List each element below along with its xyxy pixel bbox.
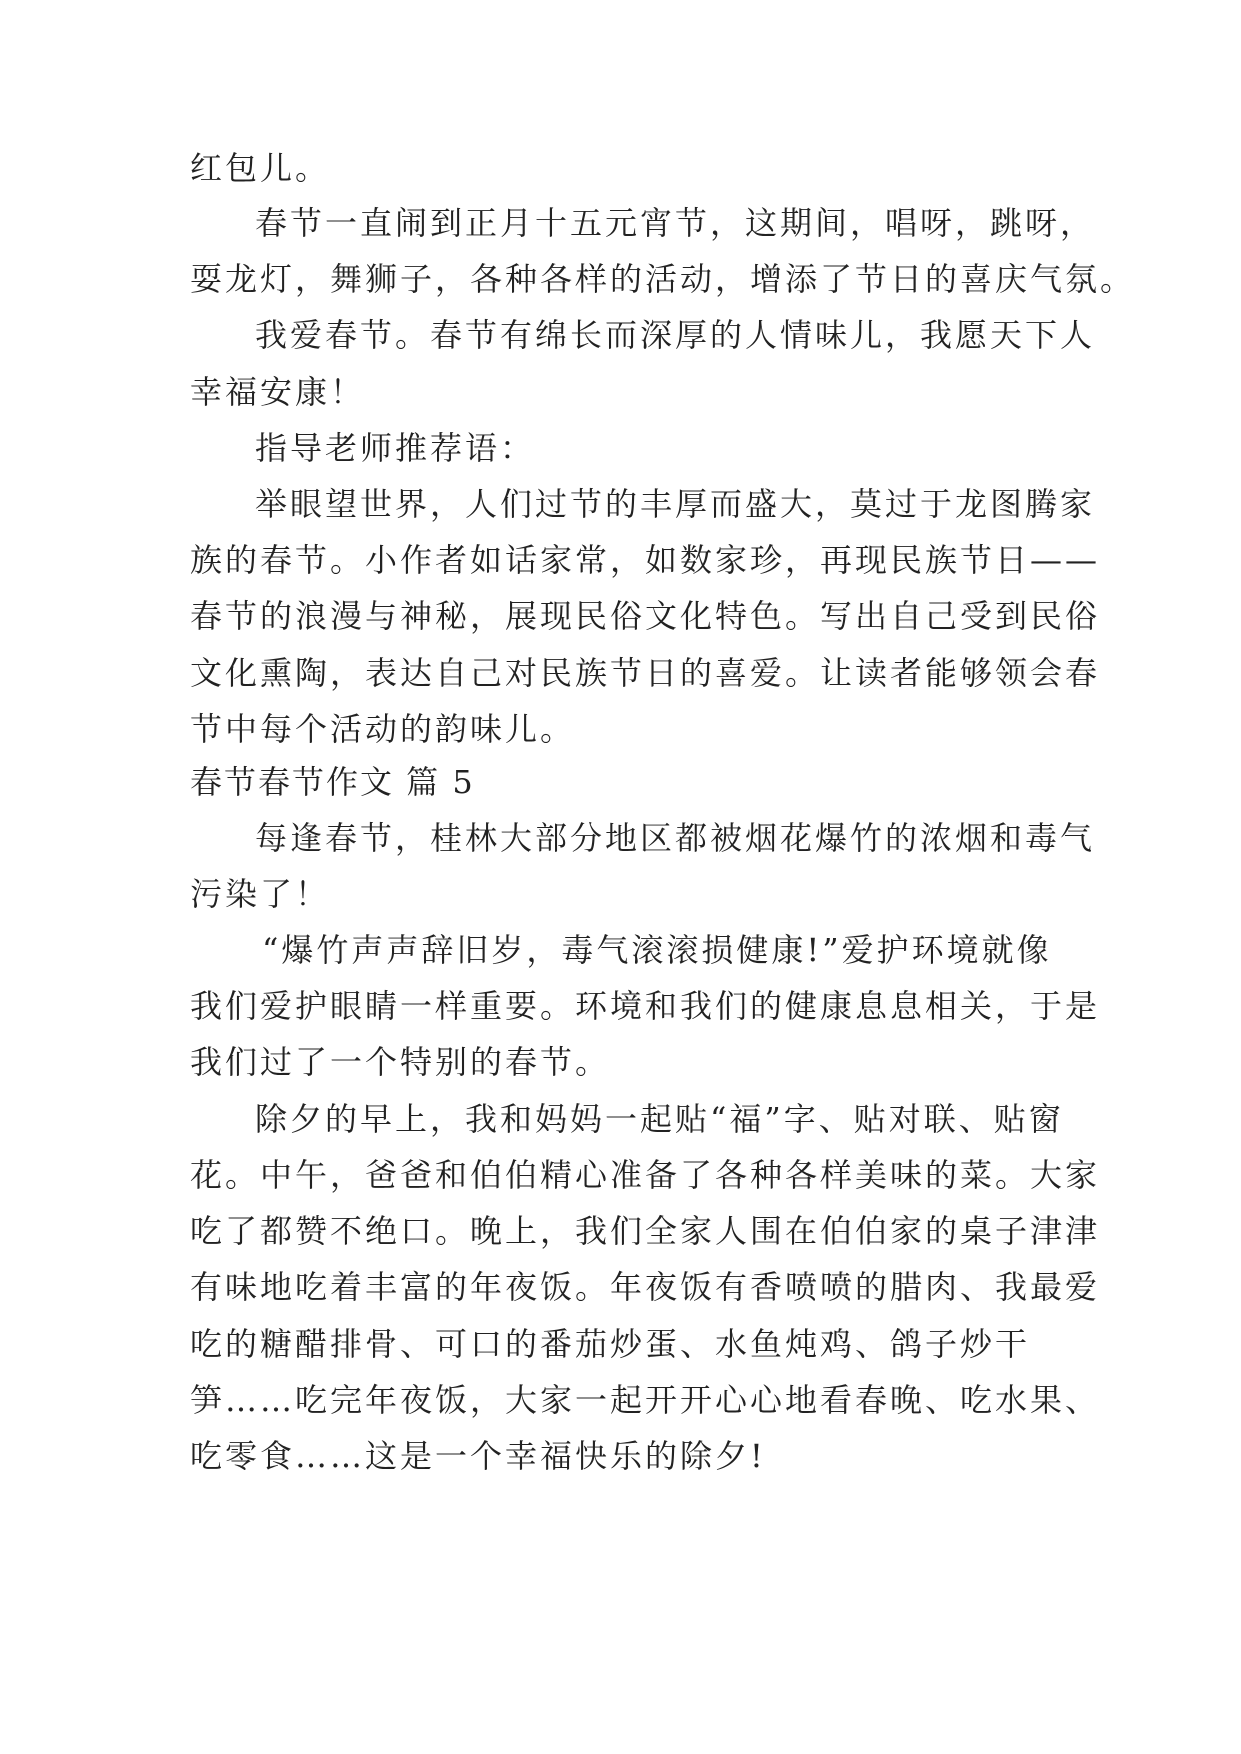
text-line: 族的春节。小作者如话家常，如数家珍，再现民族节日—— xyxy=(190,541,1101,579)
text-line: 除夕的早上，我和妈妈一起贴“福”字、贴对联、贴窗 xyxy=(255,1100,1064,1138)
text-line: 我们爱护眼睛一样重要。环境和我们的健康息息相关，于是 xyxy=(190,987,1101,1025)
text-line: 指导老师推荐语： xyxy=(255,429,536,467)
text-line: 我爱春节。春节有绵长而深厚的人情味儿，我愿天下人 xyxy=(255,316,1096,354)
section-heading: 春节春节作文 篇 5 xyxy=(190,763,475,801)
text-line: 幸福安康！ xyxy=(190,373,366,411)
text-line: 吃零食……这是一个幸福快乐的除夕! xyxy=(190,1437,766,1475)
text-line: 春节一直闹到正月十五元宵节，这期间，唱呀，跳呀， xyxy=(255,204,1096,242)
text-line: 有味地吃着丰富的年夜饭。年夜饭有香喷喷的腊肉、我最爱 xyxy=(190,1268,1101,1306)
text-line: 举眼望世界，人们过节的丰厚而盛大，莫过于龙图腾家 xyxy=(255,485,1096,523)
text-line: 我们过了一个特别的春节。 xyxy=(190,1043,611,1081)
text-line: 节中每个活动的韵味儿。 xyxy=(190,710,576,748)
text-line: 文化熏陶，表达自己对民族节日的喜爱。让读者能够领会春 xyxy=(190,654,1101,692)
text-line: 花。中午，爸爸和伯伯精心准备了各种各样美味的菜。大家 xyxy=(190,1156,1101,1194)
text-line: 污染了！ xyxy=(190,875,331,913)
text-line: 吃了都赞不绝口。晚上，我们全家人围在伯伯家的桌子津津 xyxy=(190,1212,1101,1250)
text-line: 耍龙灯，舞狮子，各种各样的活动，增添了节日的喜庆气氛。 xyxy=(190,260,1136,298)
text-line: 吃的糖醋排骨、可口的番茄炒蛋、水鱼炖鸡、鸽子炒干 xyxy=(190,1325,1031,1363)
text-line: “爆竹声声辞旧岁，毒气滚滚损健康!”爱护环境就像 xyxy=(262,931,1052,969)
text-line: 每逢春节，桂林大部分地区都被烟花爆竹的浓烟和毒气 xyxy=(255,819,1096,857)
text-line: 笋……吃完年夜饭，大家一起开开心心地看春晚、吃水果、 xyxy=(190,1381,1101,1419)
text-line: 春节的浪漫与神秘，展现民俗文化特色。写出自己受到民俗 xyxy=(190,597,1101,635)
text-line: 红包儿。 xyxy=(190,149,331,187)
